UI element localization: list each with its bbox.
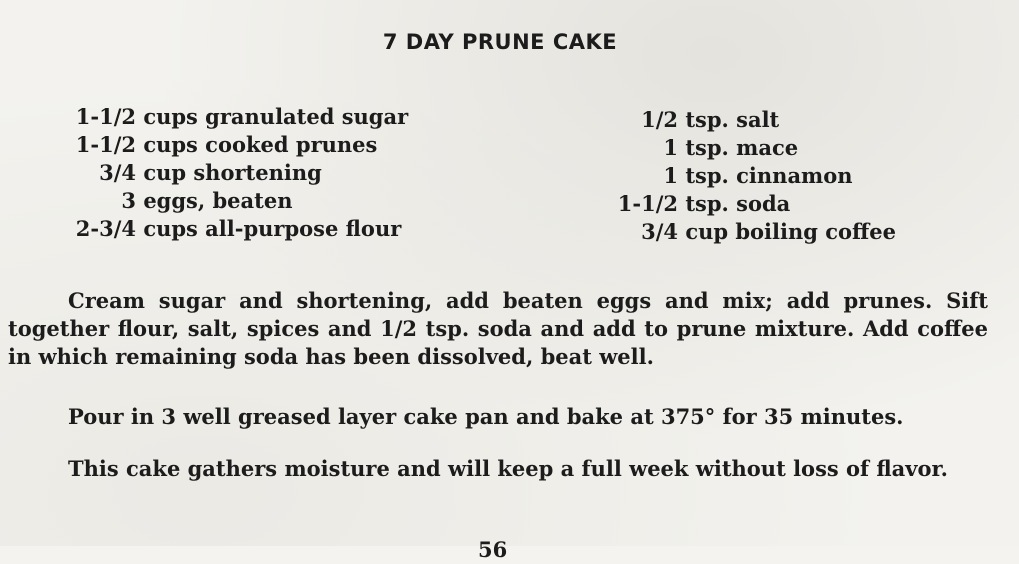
ingredients-right-column	[553, 106, 896, 246]
ingredient-row	[553, 218, 896, 246]
ingredient-row	[8, 187, 408, 215]
ingredient-item: cups cooked prunes	[143, 132, 378, 157]
ingredient-item: cup boiling coffee	[685, 219, 896, 244]
baking-paragraph: Pour in 3 well greased layer cake pan and bake at 375° for 35 minutes.	[68, 404, 904, 429]
ingredient-quantity: 3/4	[99, 160, 136, 185]
ingredient-row	[8, 159, 408, 187]
ingredients-left-column	[8, 103, 408, 243]
ingredient-quantity: 1	[663, 135, 678, 160]
ingredient-row	[8, 215, 408, 243]
ingredient-quantity: 1/2	[641, 107, 678, 132]
ingredient-row	[553, 162, 896, 190]
page-number: 56	[478, 537, 508, 562]
ingredient-row	[553, 106, 896, 134]
ingredient-item: tsp. mace	[685, 135, 799, 160]
ingredient-quantity: 1	[663, 163, 678, 188]
ingredient-quantity: 1-1/2	[75, 104, 136, 129]
ingredient-row	[553, 134, 896, 162]
ingredient-item: tsp. salt	[685, 107, 780, 132]
ingredient-item: cups all-purpose flour	[143, 216, 402, 241]
recipe-title: 7 DAY PRUNE CAKE	[382, 30, 618, 54]
ingredient-row	[8, 103, 408, 131]
ingredient-quantity: 3	[121, 188, 136, 213]
ingredient-row	[8, 131, 408, 159]
ingredient-quantity: 3/4	[641, 219, 678, 244]
ingredient-quantity: 1-1/2	[75, 132, 136, 157]
ingredient-quantity: 2-3/4	[75, 216, 136, 241]
ingredient-quantity: 1-1/2	[617, 191, 678, 216]
ingredient-item: tsp. cinnamon	[685, 163, 853, 188]
storage-note-paragraph: This cake gathers moisture and will keep a full week without loss of flavor.	[68, 456, 948, 481]
instructions-paragraph: Cream sugar and shortening, add beaten eggs and mix; add prunes. Sift together flour, salt, spices and 1/2 tsp. soda and add to prune mixture. Add coffee in which remaining soda has been dissolved, beat well.	[8, 288, 988, 369]
ingredient-row	[553, 190, 896, 218]
ingredient-item: eggs, beaten	[143, 188, 293, 213]
ingredient-item: cup shortening	[143, 160, 322, 185]
ingredient-item: cups granulated sugar	[143, 104, 409, 129]
ingredient-item: tsp. soda	[685, 191, 791, 216]
